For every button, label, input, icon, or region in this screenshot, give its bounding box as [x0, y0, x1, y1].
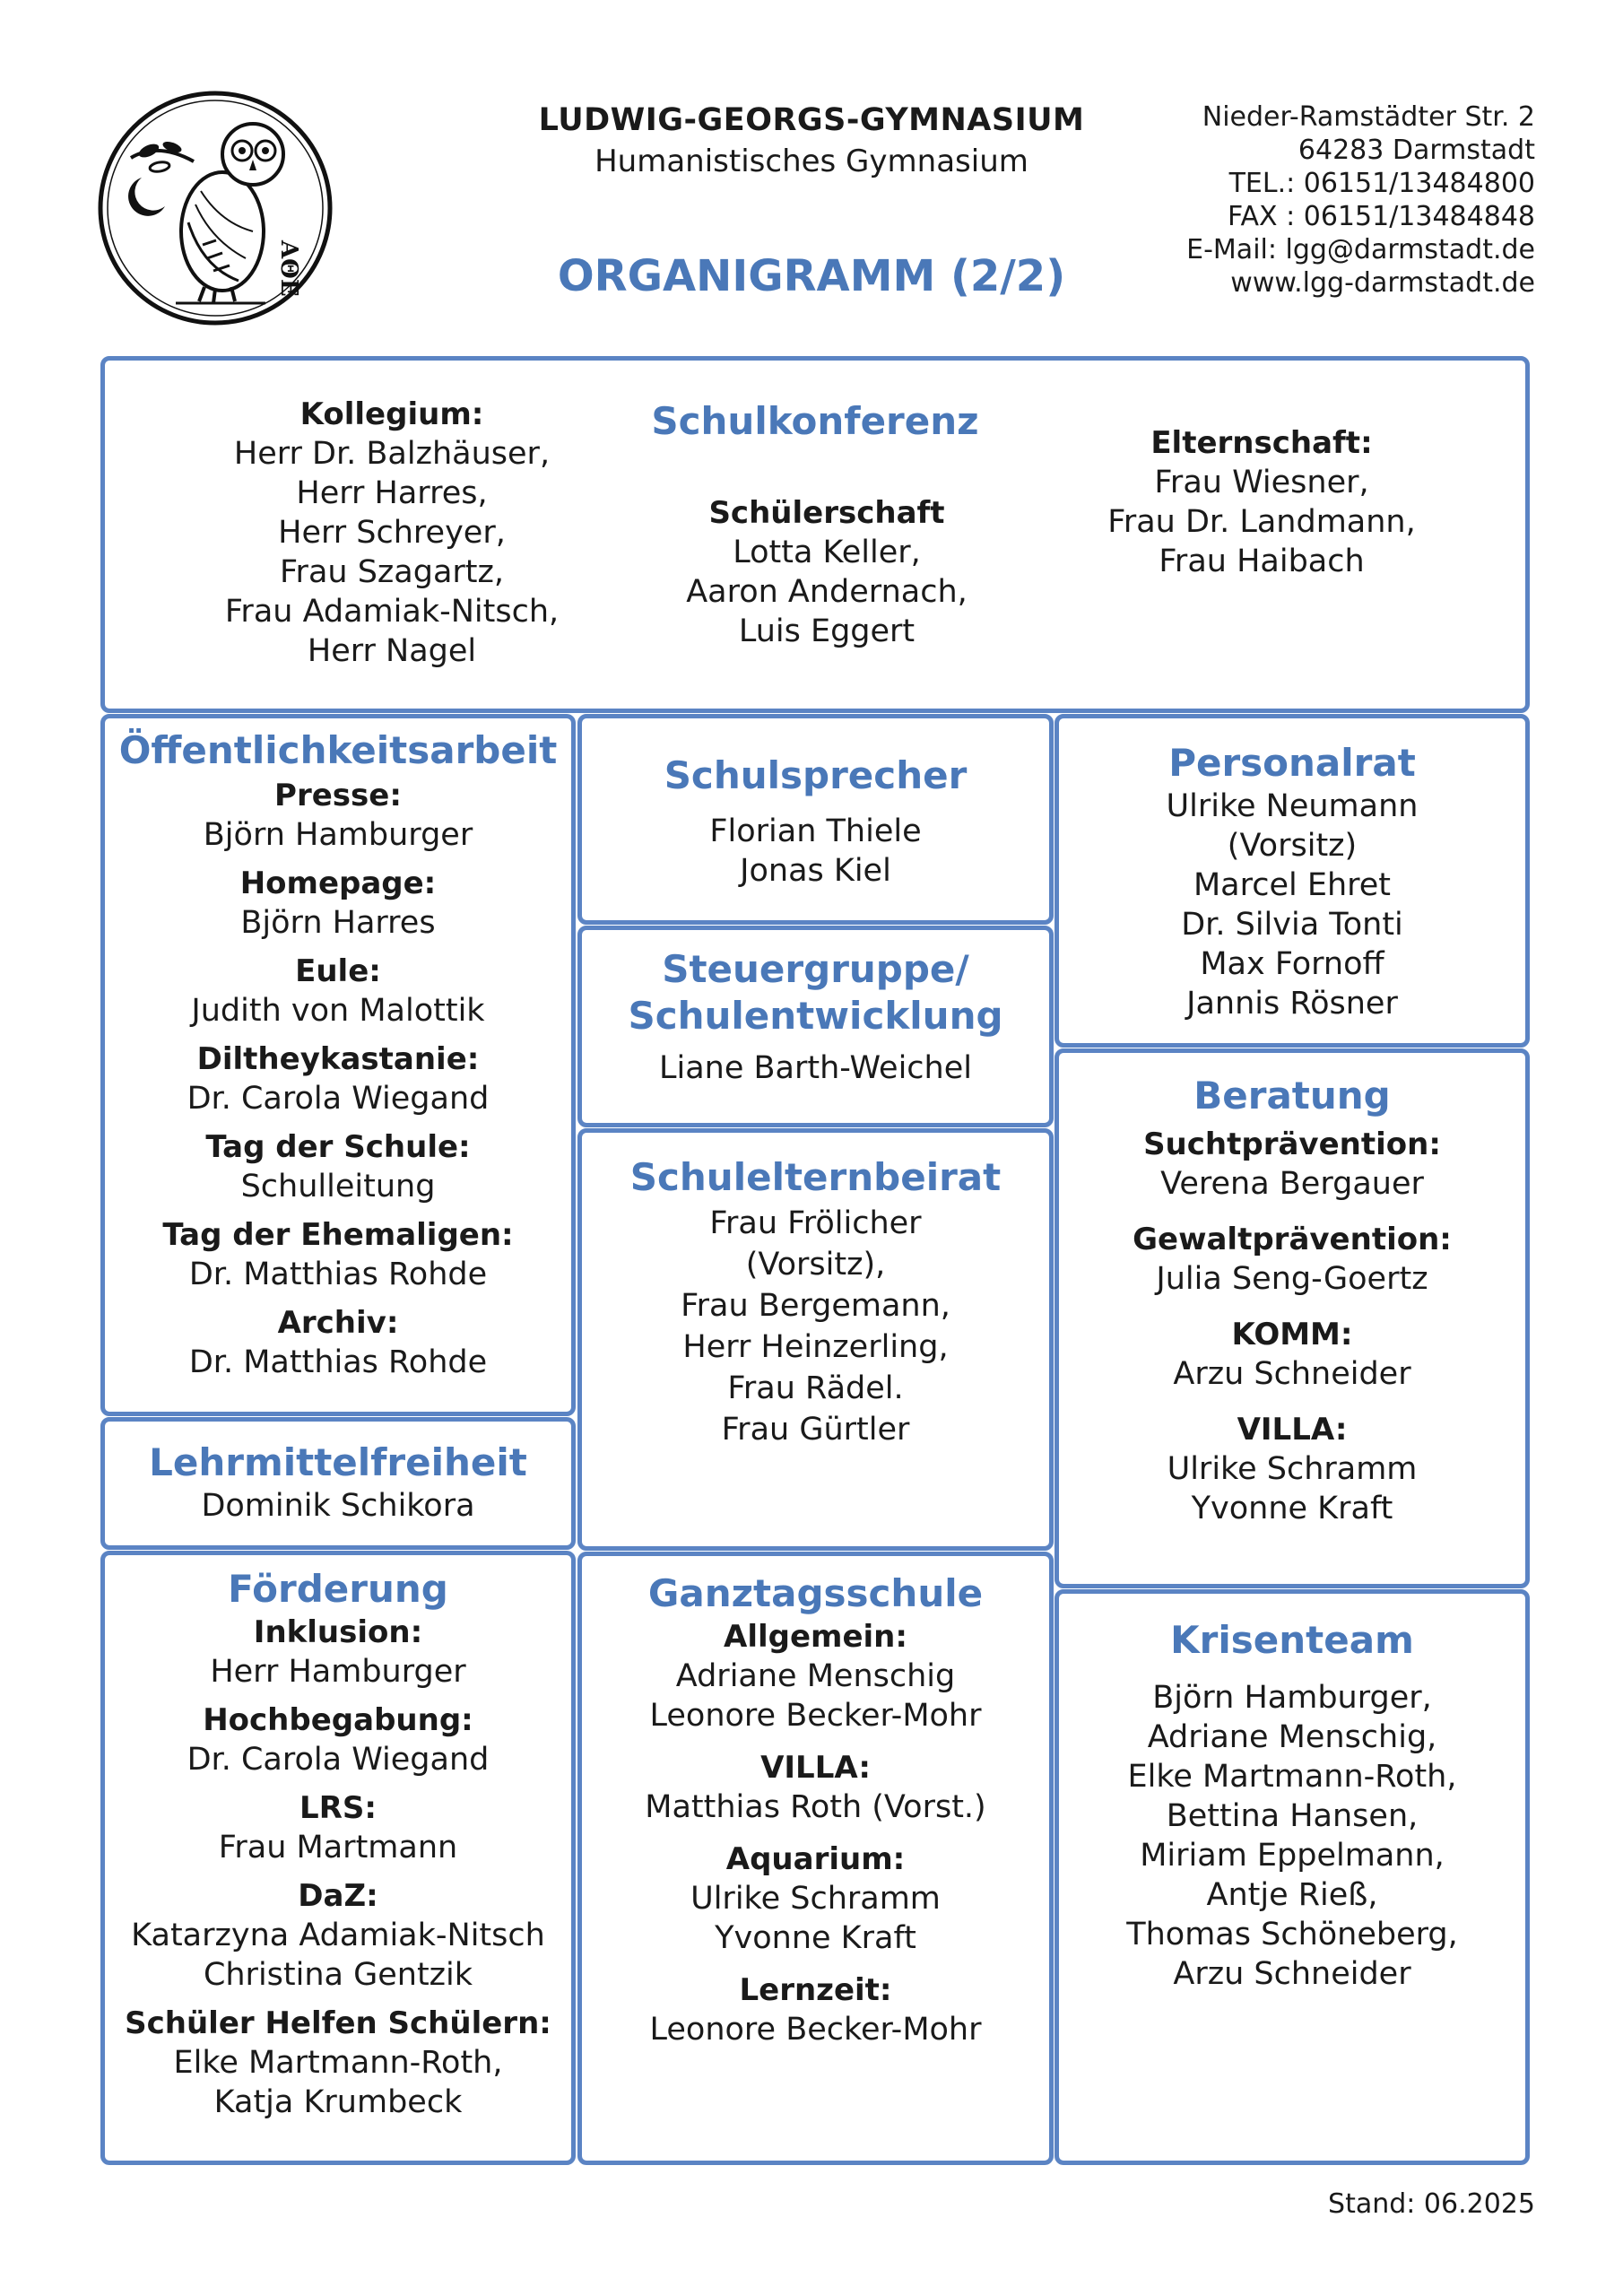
- foerderung-box: [100, 1551, 576, 2165]
- ganztagsschule-box: [577, 1552, 1054, 2165]
- steuergruppe-box: [577, 926, 1054, 1127]
- item-label: Gewaltprävention:: [1133, 1222, 1452, 1257]
- ganztag-item: [582, 1617, 1049, 1735]
- ganztag-item: [582, 1839, 1049, 1958]
- personalrat-member: Dr. Silvia Tonti: [1181, 907, 1403, 943]
- personalrat-member: Jannis Rösner: [1186, 986, 1398, 1022]
- item-label: Inklusion:: [253, 1614, 423, 1650]
- beratung-item: [1059, 1315, 1525, 1394]
- item-value: Julia Seng-Goertz: [1156, 1261, 1428, 1297]
- schulelternbeirat-member: Frau Bergemann,: [681, 1288, 950, 1324]
- item-label: Suchtprävention:: [1143, 1126, 1441, 1162]
- beratung-box: [1055, 1048, 1530, 1588]
- svg-text:ΑΘΕ: ΑΘΕ: [275, 240, 302, 297]
- beratung-heading: Beratung: [1193, 1074, 1391, 1118]
- item-label: Hochbegabung:: [203, 1702, 473, 1738]
- item-label: VILLA:: [1237, 1412, 1348, 1448]
- item-value: Dr. Carola Wiegand: [187, 1081, 490, 1117]
- personalrat-member: Ulrike Neumann: [1166, 788, 1419, 824]
- item-value: Yvonne Kraft: [1191, 1491, 1393, 1526]
- elternschaft-label: Elternschaft:: [1150, 425, 1373, 461]
- schuelerschaft-label: Schülerschaft: [708, 495, 945, 531]
- ganztagsschule-heading: Ganztagsschule: [647, 1571, 984, 1615]
- item-value: Björn Harres: [240, 905, 436, 941]
- item-value: Verena Bergauer: [1160, 1166, 1424, 1202]
- item-label: Aquarium:: [725, 1841, 906, 1877]
- item-value: Ulrike Schramm: [690, 1881, 941, 1917]
- eltern-member: Frau Dr. Landmann,: [1107, 504, 1416, 540]
- item-value: Schulleitung: [240, 1169, 436, 1205]
- oeffentlichkeit-item: [105, 1039, 571, 1118]
- address-city: 64283 Darmstadt: [1298, 135, 1535, 166]
- schulelternbeirat-member: Frau Frölicher: [709, 1205, 922, 1241]
- schueler-member: Luis Eggert: [738, 613, 916, 649]
- oeffentlichkeit-item: [105, 1303, 571, 1382]
- item-label: LRS:: [299, 1790, 377, 1826]
- schulelternbeirat-member: Herr Heinzerling,: [682, 1329, 949, 1365]
- item-label: Tag der Schule:: [205, 1129, 471, 1165]
- krisenteam-member: Björn Hamburger,: [1152, 1680, 1432, 1716]
- item-value: Matthias Roth (Vorst.): [645, 1789, 986, 1825]
- item-label: DaZ:: [298, 1878, 378, 1914]
- item-label: Presse:: [274, 778, 402, 813]
- item-value: Leonore Becker-Mohr: [649, 1698, 982, 1734]
- krisenteam-box: [1055, 1589, 1530, 2165]
- personalrat-member: Marcel Ehret: [1193, 867, 1392, 903]
- eltern-member: Frau Wiesner,: [1154, 465, 1369, 500]
- steuergruppe-value: Liane Barth-Weichel: [659, 1050, 972, 1086]
- beratung-item: [1059, 1220, 1525, 1299]
- schulsprecher-box: [577, 714, 1054, 925]
- stand-date: Stand: 06.2025: [1328, 2188, 1535, 2220]
- eltern-member: Frau Haibach: [1159, 544, 1365, 579]
- schueler-member: Aaron Andernach,: [686, 574, 968, 610]
- item-label: Tag der Ehemaligen:: [162, 1217, 514, 1253]
- schulelternbeirat-box: [577, 1128, 1054, 1551]
- krisenteam-member: Bettina Hansen,: [1166, 1798, 1419, 1834]
- item-label: Eule:: [295, 953, 381, 989]
- item-value: Dr. Matthias Rohde: [188, 1257, 488, 1292]
- kollegium-member: Herr Nagel: [307, 633, 477, 669]
- elternschaft-group: [1055, 423, 1468, 581]
- schulsprecher-member: Florian Thiele: [709, 813, 922, 849]
- ganztag-item: [582, 1970, 1049, 2049]
- kollegium-member: Herr Dr. Balzhäuser,: [233, 436, 551, 472]
- foerderung-heading: Förderung: [228, 1567, 448, 1611]
- address-street: Nieder-Ramstädter Str. 2: [1202, 101, 1535, 133]
- ganztag-item: [582, 1748, 1049, 1827]
- item-value: Katarzyna Adamiak-Nitsch: [131, 1918, 545, 1953]
- lehrmittelfreiheit-box: [100, 1417, 576, 1550]
- item-value: Dr. Matthias Rohde: [188, 1344, 488, 1380]
- item-value: Adriane Menschig: [675, 1658, 956, 1694]
- item-label: VILLA:: [760, 1750, 871, 1786]
- schulelternbeirat-member: Frau Rädel.: [727, 1370, 904, 1406]
- item-label: Diltheykastanie:: [196, 1041, 480, 1077]
- krisenteam-heading: Krisenteam: [1170, 1618, 1414, 1662]
- krisenteam-member: Antje Rieß,: [1206, 1877, 1378, 1913]
- foerderung-item: [105, 2004, 571, 2122]
- beratung-item: [1059, 1410, 1525, 1528]
- item-value: Yvonne Kraft: [715, 1920, 916, 1956]
- oeffentlichkeit-item: [105, 1215, 571, 1294]
- address-email[interactable]: E-Mail: lgg@darmstadt.de: [1186, 234, 1535, 265]
- kollegium-group: [177, 395, 607, 671]
- lehrmittelfreiheit-value: Dominik Schikora: [201, 1488, 475, 1524]
- schulsprecher-member: Jonas Kiel: [740, 853, 891, 889]
- oeffentlichkeitsarbeit-heading: Öffentlichkeitsarbeit: [118, 728, 558, 772]
- krisenteam-member: Thomas Schöneberg,: [1126, 1917, 1458, 1952]
- steuergruppe-heading-line: Schulentwicklung: [628, 994, 1003, 1038]
- personalrat-box: [1055, 714, 1530, 1048]
- oeffentlichkeit-item: [105, 776, 571, 855]
- item-value: Frau Martmann: [218, 1830, 458, 1866]
- foerderung-item: [105, 1876, 571, 1995]
- schueler-member: Lotta Keller,: [733, 535, 921, 570]
- address-website[interactable]: www.lgg-darmstadt.de: [1230, 267, 1535, 299]
- item-value: Leonore Becker-Mohr: [649, 2012, 982, 2048]
- beratung-item: [1059, 1125, 1525, 1204]
- item-value: Katja Krumbeck: [213, 2084, 463, 2120]
- schulkonferenz-heading: Schulkonferenz: [651, 399, 979, 443]
- oeffentlichkeit-item: [105, 952, 571, 1031]
- personalrat-member: (Vorsitz): [1227, 828, 1358, 864]
- schulkonferenz-box: [100, 356, 1530, 713]
- item-value: Herr Hamburger: [210, 1654, 466, 1690]
- kollegium-member: Frau Szagartz,: [279, 554, 505, 590]
- foerderung-item: [105, 1613, 571, 1692]
- krisenteam-member: Miriam Eppelmann,: [1140, 1838, 1445, 1874]
- schulelternbeirat-member: Frau Gürtler: [721, 1412, 910, 1448]
- krisenteam-member: Adriane Menschig,: [1147, 1719, 1437, 1755]
- oeffentlichkeitsarbeit-box: [100, 714, 576, 1416]
- schuelerschaft-group: [616, 493, 1037, 651]
- krisenteam-member: Arzu Schneider: [1173, 1956, 1411, 1992]
- item-value: Elke Martmann-Roth,: [173, 2045, 503, 2081]
- schulelternbeirat-heading: Schulelternbeirat: [629, 1155, 1002, 1199]
- personalrat-member: Max Fornoff: [1200, 946, 1384, 982]
- personalrat-heading: Personalrat: [1168, 741, 1416, 785]
- item-label: Schüler Helfen Schülern:: [125, 2005, 551, 2041]
- item-value: Ulrike Schramm: [1167, 1451, 1418, 1487]
- item-value: Björn Hamburger: [203, 817, 473, 853]
- krisenteam-member: Elke Martmann-Roth,: [1127, 1759, 1457, 1795]
- foerderung-item: [105, 1788, 571, 1867]
- oeffentlichkeit-item: [105, 864, 571, 943]
- oeffentlichkeit-item: [105, 1127, 571, 1206]
- steuergruppe-heading-line: Steuergruppe/: [662, 947, 969, 991]
- item-value: Christina Gentzik: [203, 1957, 473, 1993]
- address-block: [1186, 100, 1535, 300]
- address-fax: FAX : 06151/13484848: [1228, 201, 1535, 232]
- item-label: Archiv:: [277, 1305, 399, 1341]
- address-phone: TEL.: 06151/13484800: [1228, 168, 1535, 199]
- page-title: ORGANIGRAMM (2/2): [557, 251, 1066, 301]
- lehrmittelfreiheit-heading: Lehrmittelfreiheit: [149, 1440, 527, 1484]
- schulsprecher-heading: Schulsprecher: [664, 753, 968, 797]
- kollegium-member: Herr Harres,: [296, 475, 488, 511]
- kollegium-member: Frau Adamiak-Nitsch,: [224, 594, 560, 630]
- schulelternbeirat-member: (Vorsitz),: [745, 1247, 886, 1283]
- item-label: Homepage:: [239, 865, 437, 901]
- school-name: LUDWIG-GEORGS-GYMNASIUM: [538, 102, 1085, 138]
- kollegium-label: Kollegium:: [299, 396, 484, 432]
- foerderung-item: [105, 1700, 571, 1779]
- item-label: KOMM:: [1231, 1317, 1353, 1352]
- item-value: Dr. Carola Wiegand: [187, 1742, 490, 1778]
- school-subtitle: Humanistisches Gymnasium: [595, 144, 1028, 179]
- item-value: Arzu Schneider: [1173, 1356, 1411, 1392]
- item-value: Judith von Malottik: [191, 993, 485, 1029]
- item-label: Lernzeit:: [739, 1972, 892, 2008]
- item-label: Allgemein:: [724, 1619, 907, 1655]
- kollegium-member: Herr Schreyer,: [278, 515, 506, 551]
